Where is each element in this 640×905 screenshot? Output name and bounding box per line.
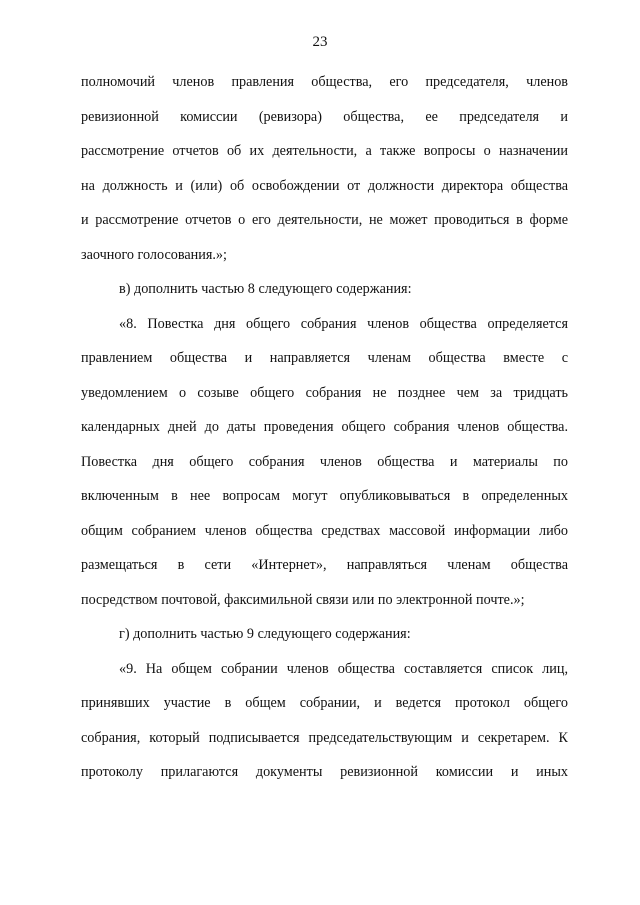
document-body <box>81 74 568 799</box>
text-line: «9. На общем собрании членов общества составляется список лиц, <box>119 660 568 677</box>
text-line: правлением общества и направляется членам общества вместе с <box>81 350 568 366</box>
text-line: и рассмотрение отчетов о его деятельности, не может проводиться в форме <box>81 212 568 228</box>
page-number: 23 <box>312 34 328 50</box>
text-line: протоколу прилагаются документы ревизионной комиссии и иных <box>81 764 568 780</box>
text-line: рассмотрение отчетов об их деятельности, а также вопросы о назначении <box>81 143 568 159</box>
text-line: принявших участие в общем собрании, и ведется протокол общего <box>81 695 568 711</box>
text-line: общим собранием членов общества средствах массовой информации либо <box>81 522 568 539</box>
text-line: ревизионной комиссии (ревизора) общества, ее председателя и <box>81 108 568 125</box>
text-line: собрания, который подписывается председательствующим и секретарем. К <box>81 729 568 746</box>
text-line: г) дополнить частью 9 следующего содержания: <box>119 626 411 642</box>
text-line: заочного голосования.»; <box>81 246 227 263</box>
text-line: «8. Повестка дня общего собрания членов общества определяется <box>119 315 568 332</box>
text-line: посредством почтовой, факсимильной связи или по электронной почте.»; <box>81 591 525 608</box>
text-line: размещаться в сети «Интернет», направляться членам общества <box>81 557 568 573</box>
text-line: включенным в нее вопросам могут опубликовываться в определенных <box>81 488 568 504</box>
text-line: в) дополнить частью 8 следующего содержания: <box>119 281 412 297</box>
text-line: календарных дней до даты проведения общего собрания членов общества. <box>81 419 568 435</box>
text-line: уведомлением о созыве общего собрания не позднее чем за тридцать <box>81 384 568 401</box>
text-line: Повестка дня общего собрания членов общества и материалы по <box>81 453 568 470</box>
text-line: полномочий членов правления общества, его председателя, членов <box>81 74 568 90</box>
text-line: на должность и (или) об освобождении от должности директора общества <box>81 177 568 194</box>
